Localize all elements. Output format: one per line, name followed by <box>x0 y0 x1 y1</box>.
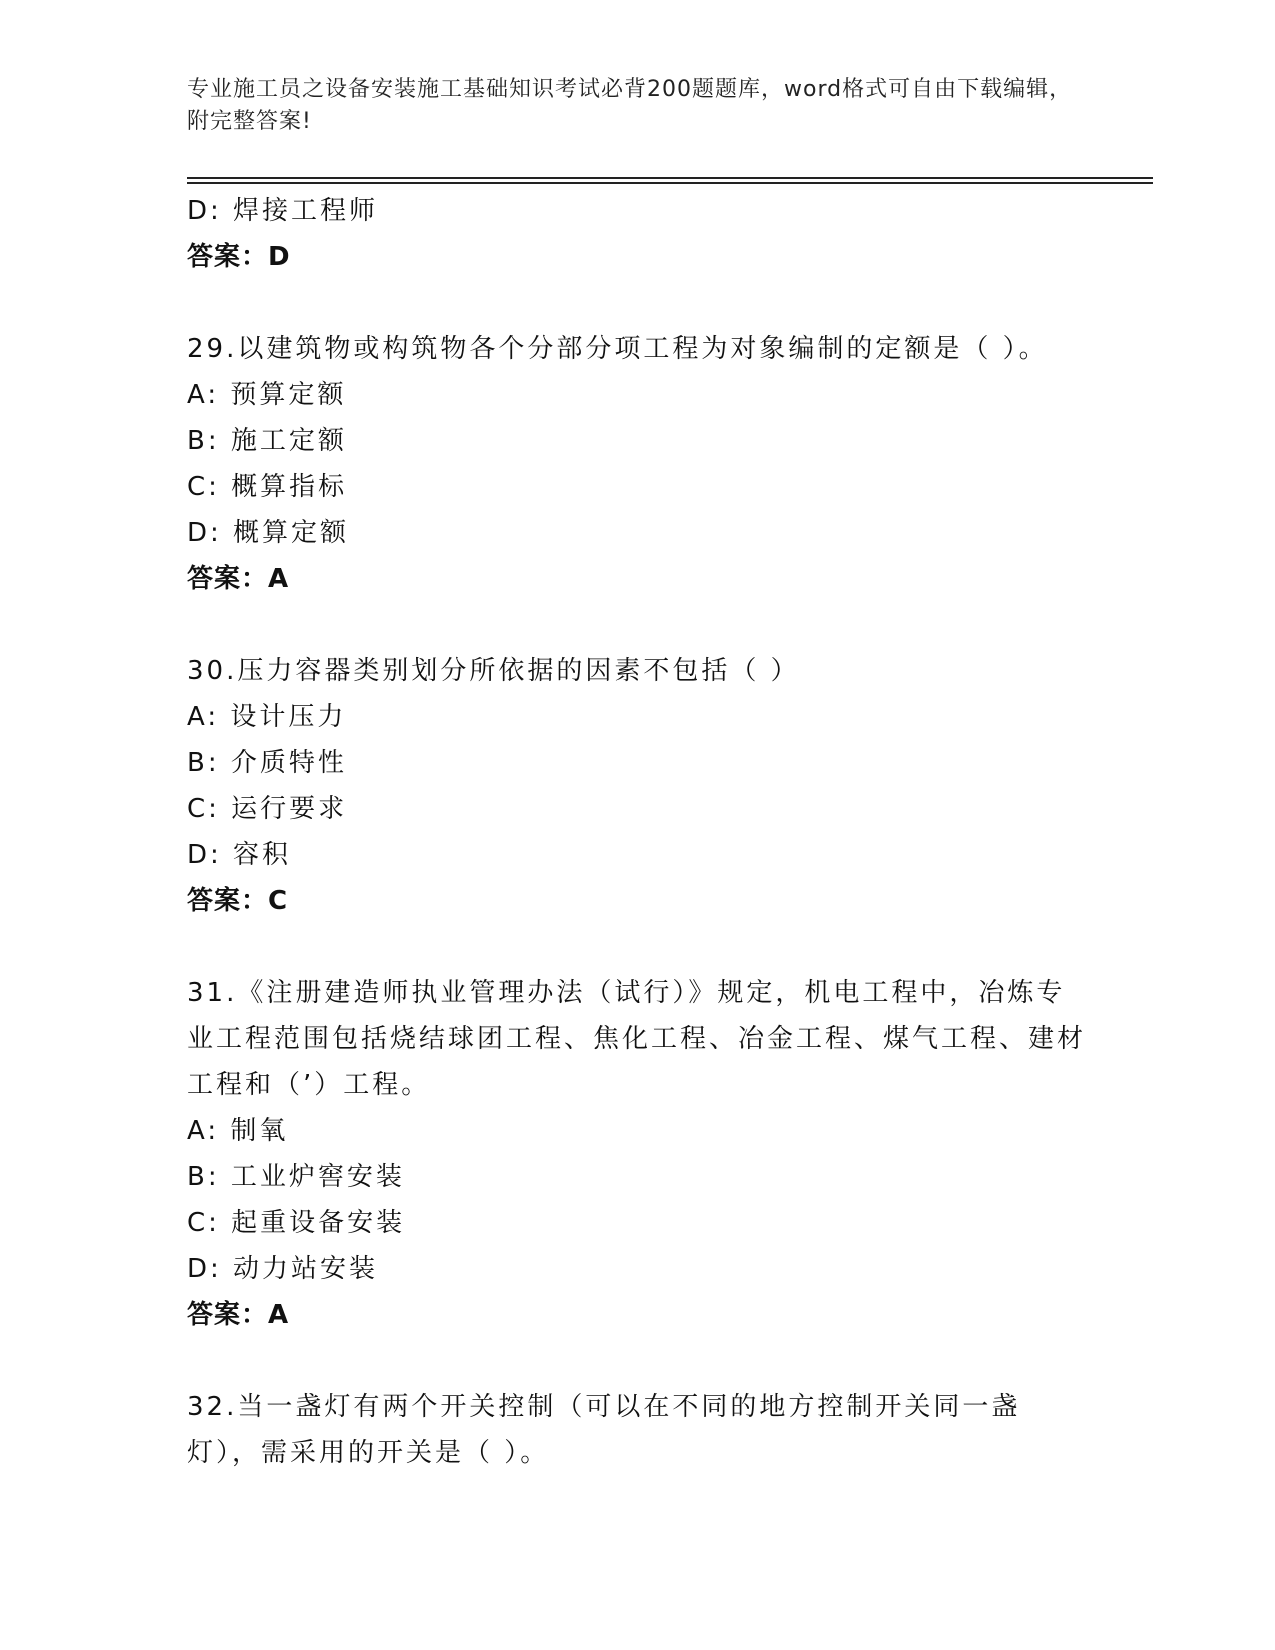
answer-label: 答案：C <box>187 886 289 916</box>
option-b: B: 施工定额 <box>187 426 347 456</box>
option-d: D: 概算定额 <box>187 518 350 548</box>
header-rule-top <box>187 177 1153 179</box>
option-a: A: 制氧 <box>187 1116 289 1146</box>
option-d: D: 焊接工程师 <box>187 196 379 226</box>
question-list <box>187 188 1087 1476</box>
question-text: 32.当一盏灯有两个开关控制（可以在不同的地方控制开关同一盏灯），需采用的开关是（ ）。 <box>187 1392 1021 1468</box>
question-text: 29.以建筑物或构筑物各个分部分项工程为对象编制的定额是（ ）。 <box>187 334 1048 364</box>
option-b: B: 工业炉窖安装 <box>187 1162 405 1192</box>
option-a: A: 设计压力 <box>187 702 347 732</box>
answer-label: 答案：A <box>187 564 290 594</box>
question-31 <box>187 970 1087 1338</box>
header-rule-bottom <box>187 182 1153 184</box>
option-d: D: 动力站安装 <box>187 1254 379 1284</box>
question-text: 30.压力容器类别划分所依据的因素不包括（ ） <box>187 656 800 686</box>
page-header: 专业施工员之设备安装施工基础知识考试必背200题题库，word格式可自由下载编辑，附完整答案! <box>187 77 1073 134</box>
question-32 <box>187 1384 1087 1476</box>
question-29 <box>187 326 1087 602</box>
answer-label: 答案：D <box>187 242 291 272</box>
question-30 <box>187 648 1087 924</box>
option-b: B: 介质特性 <box>187 748 347 778</box>
answer-label: 答案：A <box>187 1300 290 1330</box>
option-a: A: 预算定额 <box>187 380 347 410</box>
option-c: C: 概算指标 <box>187 472 348 502</box>
question-text: 31.《注册建造师执业管理办法（试行）》规定，机电工程中，冶炼专业工程范围包括烧结球团工程、焦化工程、冶金工程、煤气工程、建材工程和（’）工程。 <box>187 978 1087 1100</box>
option-c: C: 运行要求 <box>187 794 348 824</box>
option-d: D: 容积 <box>187 840 292 870</box>
option-c: C: 起重设备安装 <box>187 1208 406 1238</box>
